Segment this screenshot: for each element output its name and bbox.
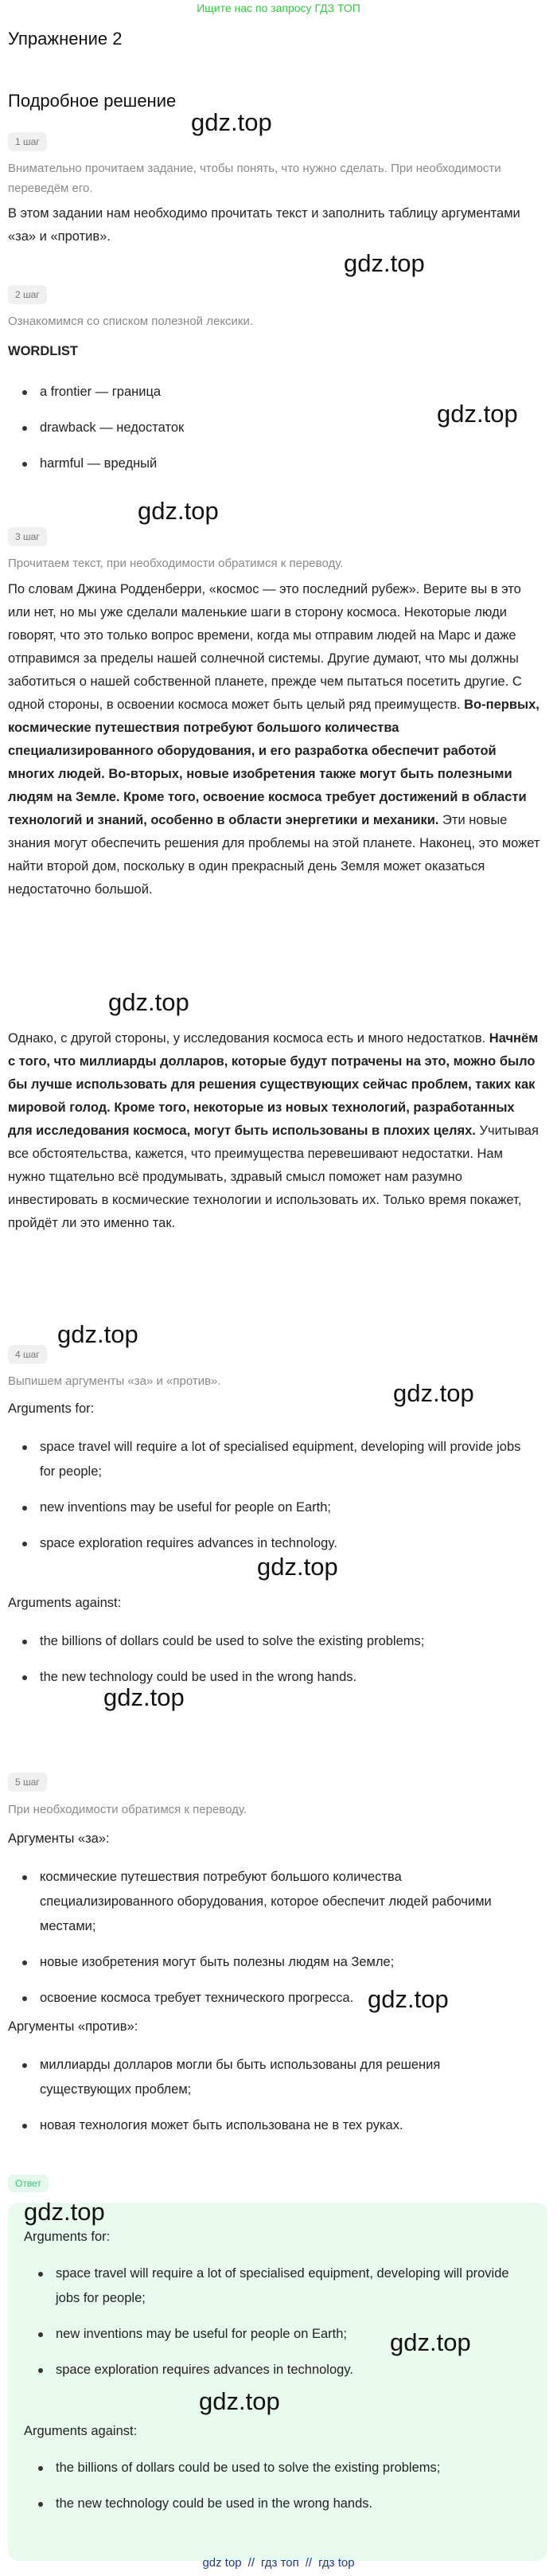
list-item: drawback — недостаток	[8, 416, 533, 440]
highlighted-text: Во-первых, космические путешествия потребуют большого количества специализированного оборудования, и его разработка обеспечит работой многих людей. Во-вторых, новые изобретения также могут быть полезными людям на Земле. Кроме того, освоение космоса требует достижений в области технологий и знаний, особенно в области энергетики и механики.	[8, 698, 539, 827]
watermark: gdz.top	[24, 2198, 105, 2226]
wordlist-heading: WORDLIST	[8, 344, 78, 358]
text-span: Однако, с другой стороны, у исследования космоса есть и много недостатков.	[8, 1031, 489, 1046]
arguments-against-heading: Аргументы «против»:	[8, 2019, 138, 2034]
text-paragraph	[8, 1027, 541, 1235]
arguments-for-list	[8, 1865, 533, 2022]
step-text: В этом задании нам необходимо прочитать текст и заполнить таблицу аргументами «за» и «против».	[8, 206, 520, 244]
watermark: gdz.top	[368, 1985, 449, 2013]
list-item: the new technology could be used in the wrong hands.	[8, 1665, 533, 1690]
text-span: По словам Джина Родденберри, «космос — это последний рубеж». Верите вы в это или нет, но мы уже сделали маленькие шаги в сторону космоса. Некоторые люди говорят, что это только вопрос времени, когда мы отправим людей на Марс и даже отправимся за пределы нашей солнечной системы. Другие думают, что мы должны заботиться о нашей собственной планете, прежде чем пытаться посетить другие. С одной стороны, в освоении космоса может быть целый ряд преимуществ.	[8, 582, 522, 712]
text-span: Эти новые знания могут обеспечить решения для проблемы на этой планете. Наконец, это может найти второй дом, поскольку в один прекрасный день Земля может оказаться недостаточно большой.	[8, 813, 540, 897]
answer-for-list	[24, 2261, 533, 2394]
list-item: new inventions may be useful for people on Earth;	[24, 2322, 533, 2347]
text-span: Учитывая все обстоятельства, кажется, что преимущества перевешивают недостатки. Нам нужно тщательно всё продумывать, здравый смысл поможет нам разумно инвестировать в космические технологии и использовать их. Только время покажет, пройдёт ли это именно так.	[8, 1124, 539, 1230]
footer-separator: //	[305, 2556, 313, 2570]
list-item: harmful — вредный	[8, 451, 533, 476]
page-title: Упражнение 2	[8, 29, 123, 49]
list-item: освоение космоса требует технического прогресса.	[8, 1986, 533, 2011]
search-banner: Ищите нас по запросу ГДЗ ТОП	[197, 2, 360, 14]
list-item: new inventions may be useful for people on Earth;	[8, 1495, 533, 1520]
solution-heading: Подробное решение	[8, 91, 177, 111]
footer-link[interactable]: гдз топ	[261, 2556, 299, 2570]
watermark: gdz.top	[108, 988, 189, 1016]
step-badge: 4 шаг	[8, 1345, 47, 1364]
watermark: gdz.top	[257, 1553, 338, 1581]
arguments-against-heading: Arguments against:	[8, 1596, 122, 1610]
watermark: gdz.top	[191, 108, 272, 136]
answer-for-heading: Arguments for:	[24, 2230, 111, 2244]
arguments-for-list	[8, 1435, 533, 1567]
list-item: space exploration requires advances in technology.	[24, 2358, 533, 2383]
step-hint: Внимательно прочитаем задание, чтобы понять, что нужно сделать. При необходимости переведём его.	[8, 162, 501, 195]
list-item: space travel will require a lot of specialised equipment, developing will provide jobs for people;	[24, 2261, 533, 2311]
watermark: gdz.top	[138, 497, 219, 525]
highlighted-text: Начнём с того, что миллиарды долларов, которые будут потрачены на это, можно было бы лучше использовать для решения существующих сейчас проблем, таких как мировой голод. Кроме того, некоторые из новых технологий, разработанных для исследования космоса, могут быть использованы в плохих целях.	[8, 1031, 539, 1138]
step-badge: 5 шаг	[8, 1773, 47, 1792]
list-item: the new technology could be used in the wrong hands.	[24, 2492, 533, 2516]
step-hint: При необходимости обратимся к переводу.	[8, 1803, 247, 1816]
watermark: gdz.top	[103, 1683, 185, 1711]
footer-links	[0, 2556, 557, 2570]
watermark: gdz.top	[344, 249, 425, 277]
arguments-for-heading: Arguments for:	[8, 1401, 95, 1416]
footer-link[interactable]: gdz top	[202, 2556, 242, 2570]
list-item: новая технология может быть использована не в тех руках.	[8, 2113, 533, 2138]
footer-link[interactable]: гдз top	[318, 2556, 355, 2570]
list-item: миллиарды долларов могли бы быть использованы для решения существующих проблем;	[8, 2053, 533, 2102]
watermark: gdz.top	[437, 400, 518, 428]
list-item: the billions of dollars could be used to solve the existing problems;	[8, 1629, 533, 1654]
watermark: gdz.top	[57, 1320, 138, 1348]
list-item: the billions of dollars could be used to solve the existing problems;	[24, 2456, 533, 2480]
step-hint: Ознакомимся со списком полезной лексики.	[8, 315, 254, 328]
list-item: новые изобретения могут быть полезны людям на Земле;	[8, 1950, 533, 1975]
wordlist	[8, 380, 533, 487]
step-badge: 1 шаг	[8, 132, 47, 151]
answer-against-heading: Arguments against:	[24, 2424, 138, 2438]
footer-separator: //	[247, 2556, 255, 2570]
watermark: gdz.top	[390, 2328, 471, 2356]
answer-against-list	[24, 2456, 533, 2527]
arguments-against-list	[8, 2053, 533, 2149]
arguments-for-heading: Аргументы «за»:	[8, 1831, 110, 1846]
watermark: gdz.top	[199, 2387, 280, 2415]
step-hint: Выпишем аргументы «за» и «против».	[8, 1374, 221, 1388]
watermark: gdz.top	[393, 1379, 474, 1407]
text-paragraph	[8, 578, 541, 901]
step-hint: Прочитаем текст, при необходимости обратимся к переводу.	[8, 557, 344, 570]
list-item: a frontier — граница	[8, 380, 533, 405]
step-badge: 3 шаг	[8, 527, 47, 546]
arguments-against-list	[8, 1629, 533, 1701]
list-item: космические путешествия потребуют большого количества специализированного оборудования, которое обеспечит людей рабочими местами;	[8, 1865, 533, 1939]
step-badge: 2 шаг	[8, 285, 47, 304]
list-item: space exploration requires advances in technology.	[8, 1531, 533, 1556]
list-item: space travel will require a lot of specialised equipment, developing will provide jobs for people;	[8, 1435, 533, 1484]
answer-badge: Ответ	[8, 2175, 49, 2192]
